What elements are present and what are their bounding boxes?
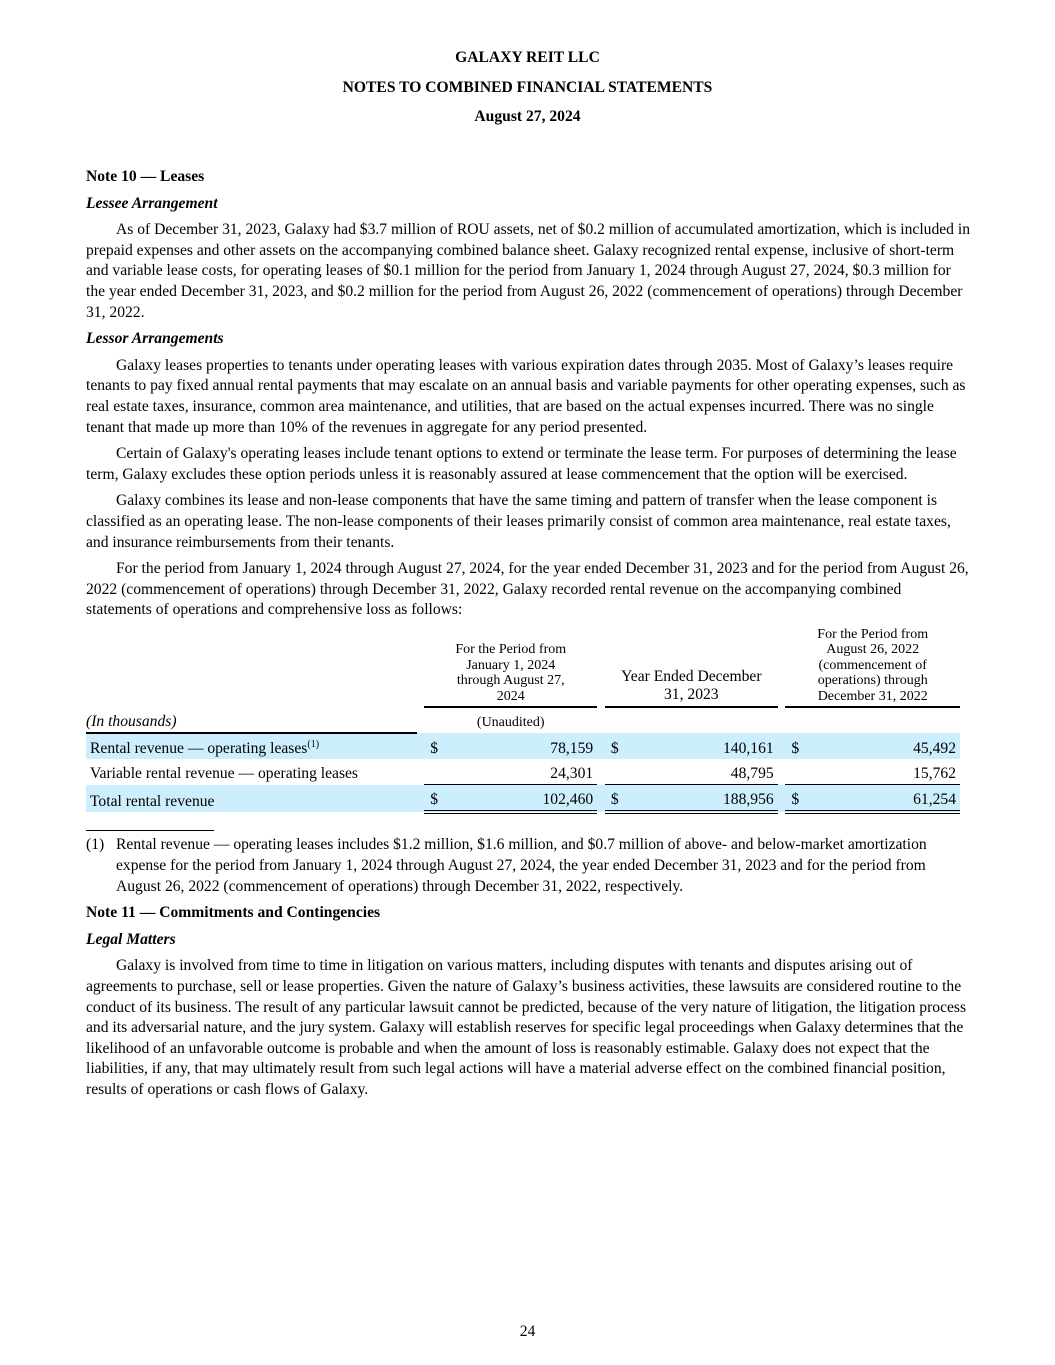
lessor-paragraph-2: Certain of Galaxy's operating leases include tenant options to extend or terminate the lease term. For purposes of determining the lease term, Galaxy excludes these option periods unless it is reasonably assured at lease commencement that the option will be exercised.	[86, 445, 957, 483]
units-label: (In thousands)	[86, 707, 417, 733]
page-number: 24	[519, 1323, 536, 1340]
footnote-number: (1)	[86, 836, 105, 854]
currency: $	[605, 785, 631, 813]
cell-value: 188,956	[631, 785, 778, 813]
currency: $	[424, 733, 450, 759]
unaudited-label: (Unaudited)	[476, 714, 545, 730]
currency: $	[785, 785, 811, 813]
footnote	[86, 830, 970, 897]
cell-value: 61,254	[811, 785, 960, 813]
lessor-paragraph-4: For the period from January 1, 2024 through August 27, 2024, for the year ended December 31, 2023 and for the period from August 26, 2022 (commencement of operations) through December 31, 2022, Galaxy recorded rental revenue on the accompanying combined statements of operations and comprehensive loss as follows:	[86, 560, 969, 619]
cell-value: 78,159	[450, 733, 597, 759]
rental-revenue-table	[86, 627, 960, 815]
cell-value: 45,492	[811, 733, 960, 759]
column-header: Year Ended December 31, 2023	[605, 627, 778, 708]
cell-value: 15,762	[913, 764, 956, 782]
currency: $	[605, 733, 631, 759]
footnote-divider	[86, 830, 214, 831]
legal-matters-heading: Legal Matters	[86, 930, 176, 948]
cell-value: 24,301	[550, 764, 594, 782]
lessor-heading: Lessor Arrangements	[86, 330, 224, 348]
document-title: NOTES TO COMBINED FINANCIAL STATEMENTS	[342, 79, 713, 96]
lessee-heading: Lessee Arrangement	[86, 194, 218, 212]
row-label-text: Rental revenue — operating leases	[90, 739, 308, 757]
cell-value: 48,795	[730, 764, 774, 782]
document-body	[86, 167, 970, 1107]
row-label	[86, 733, 417, 759]
cell-value: 102,460	[450, 785, 597, 813]
column-header: For the Period from January 1, 2024 through August 27, 2024	[424, 627, 597, 708]
note-10-heading: Note 10 — Leases	[86, 168, 205, 185]
lessor-paragraph-3: Galaxy combines its lease and non-lease components that have the same timing and pattern of transfer when the lease component is classified as an operating lease. The non-lease components of their leases primarily consist of common area maintenance, real estate taxes, and insurance reimbursements from their tenants.	[86, 492, 951, 551]
document-date: August 27, 2024	[474, 108, 581, 125]
table-row-total	[86, 785, 960, 813]
legal-paragraph: Galaxy is involved from time to time in litigation on various matters, including disputes with tenants and disputes arising out of agreements to purchase, sell or lease properties. Given the nature of Galaxy’s business activities, these lawsuits are considered routine to the conduct of its business. The result of any particular lawsuit cannot be predicted, because of the very nature of litigation, the litigation process and its adversarial nature, and the jury system. Galaxy will establish reserves for specific legal proceedings when Galaxy determines that the likelihood of an unfavorable outcome is probable and when the amount of loss is reasonably estimable. Galaxy does not expect that the liabilities, if any, that may ultimately result from such legal actions will have a material adverse effect on the combined financial position, results of operations or cash flows of Galaxy.	[86, 957, 967, 1098]
footnote-ref: (1)	[307, 738, 320, 750]
lessor-paragraph-1: Galaxy leases properties to tenants under operating leases with various expiration dates through 2035. Most of Galaxy’s leases require tenants to pay fixed annual rental payments that may escalate on an annual basis and variable payments for other operating expenses, such as real estate taxes, insurance, common area maintenance, and utilities, that are based on the actual expenses incurred. There was no single tenant that made up more than 10% of the revenues in aggregate for any period presented.	[86, 356, 966, 436]
table-header-row	[86, 627, 960, 708]
column-header: For the Period from August 26, 2022 (commencement of operations) through December 31, 2022	[785, 627, 960, 708]
row-label: Variable rental revenue — operating leases	[90, 765, 359, 783]
table-row	[86, 759, 960, 785]
units-row	[86, 707, 960, 733]
row-label: Total rental revenue	[86, 785, 417, 813]
footnote-text: Rental revenue — operating leases includes $1.2 million, $1.6 million, and $0.7 million of above- and below-market amortization expense for the period from January 1, 2024 through August 27, 2024, the year ended December 31, 2023 and for the period from August 26, 2022 (commencement of operations) through December 31, 2022, respectively.	[116, 836, 927, 895]
company-name: GALAXY REIT LLC	[455, 49, 600, 66]
lessee-paragraph: As of December 31, 2023, Galaxy had $3.7 million of ROU assets, net of $0.2 million of accumulated amortization, which is included in prepaid expenses and other assets on the accompanying combined balance sheet. Galaxy recognized rental expense, inclusive of short-term and variable lease costs, for operating leases of $0.1 million for the period from January 1, 2024 through August 27, 2024, $0.3 million for the year ended December 31, 2023, and $0.2 million for the period from August 26, 2022 (commencement of operations) through December 31, 2022.	[86, 221, 971, 321]
currency: $	[785, 733, 811, 759]
cell-value: 140,161	[631, 733, 778, 759]
table-row	[86, 733, 960, 759]
currency: $	[424, 785, 450, 813]
note-11-heading: Note 11 — Commitments and Contingencies	[86, 904, 381, 922]
